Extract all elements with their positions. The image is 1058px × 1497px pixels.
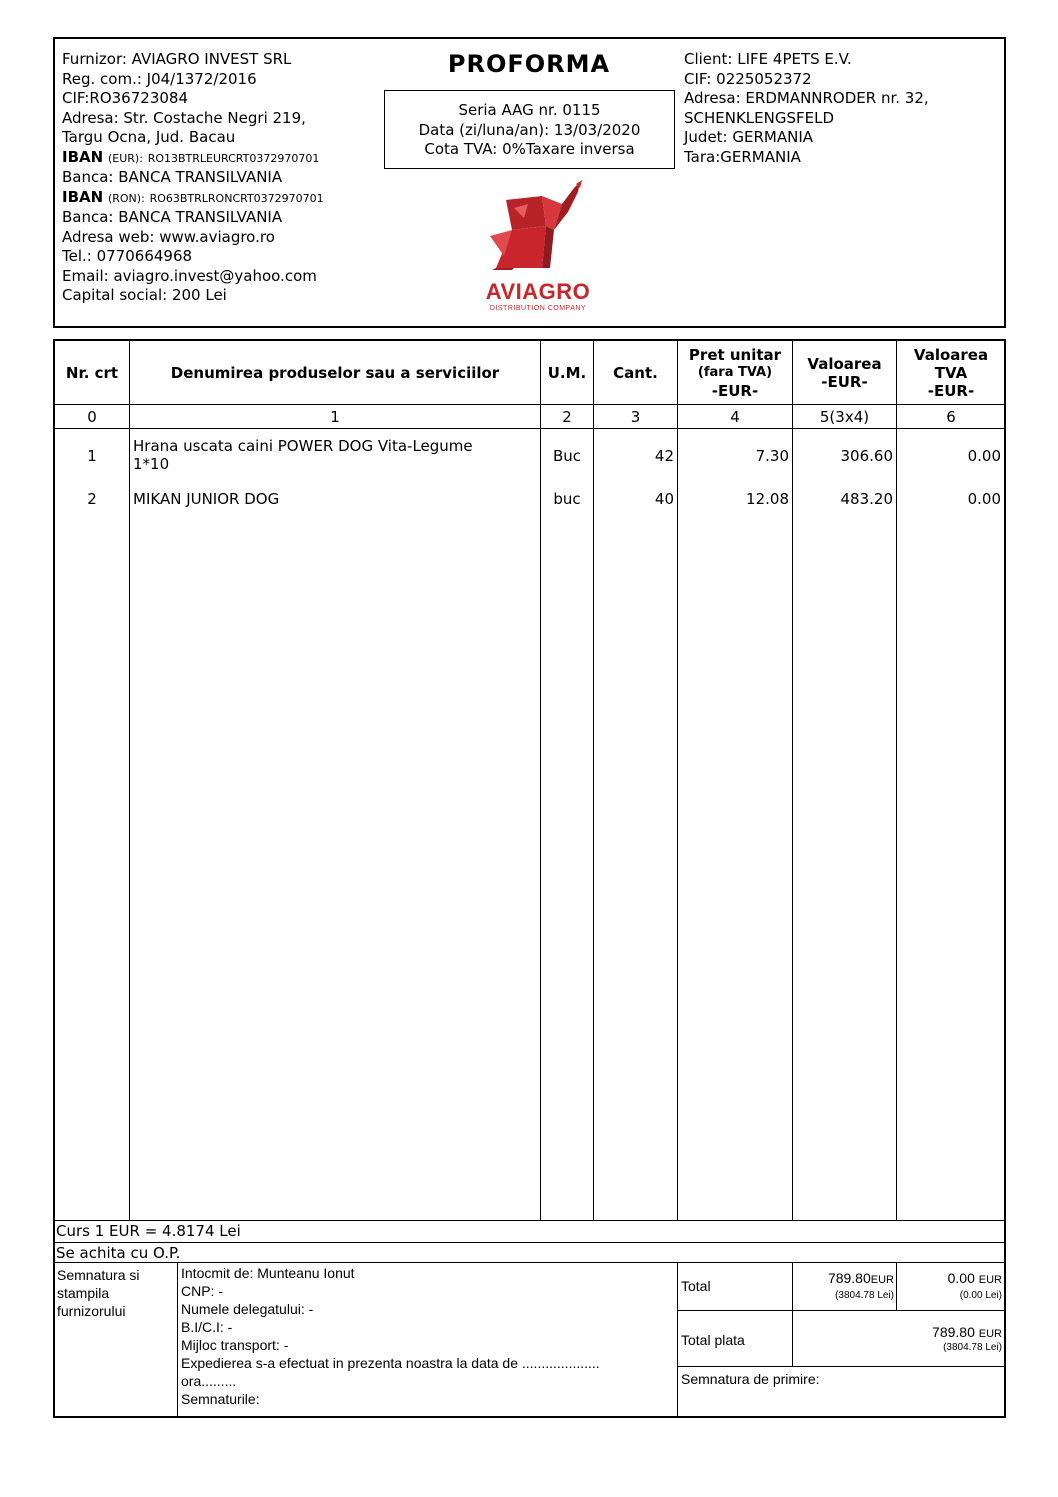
row-name: Hrana uscata caini POWER DOG Vita-Legume 1*10	[133, 437, 473, 473]
series-box	[384, 90, 675, 169]
total-vat-lei: (0.00 Lei)	[959, 1290, 1002, 1301]
row-nr: 1	[87, 447, 97, 465]
column-index: 4	[730, 408, 740, 426]
header-qty: Cant.	[613, 363, 658, 382]
client-line: SCHENKLENGSFELD	[684, 108, 835, 127]
client-line: Client: LIFE 4PETS E.V.	[684, 50, 852, 68]
supplier-iban-ron: IBAN (RON): RO63BTRLRONCRT0372970701	[62, 187, 324, 206]
column-index: 2	[562, 408, 572, 426]
column-divider	[593, 339, 594, 1220]
row-qty: 42	[654, 447, 674, 465]
column-divider	[177, 1262, 178, 1418]
supplier-bank: Banca: BANCA TRANSILVANIA	[62, 208, 283, 226]
client-line: Adresa: ERDMANNRODER nr. 32,	[684, 89, 929, 107]
column-divider	[792, 339, 793, 1220]
column-divider	[896, 339, 897, 1220]
row-name: MIKAN JUNIOR DOG	[133, 490, 280, 508]
column-index: 5(3x4)	[819, 408, 870, 426]
column-index: 3	[630, 408, 641, 426]
column-index: 1	[330, 408, 340, 426]
supplier-line: Reg. com.: J04/1372/2016	[62, 69, 257, 88]
row-divider	[53, 404, 1006, 405]
row-divider	[53, 1220, 1006, 1221]
row-price: 12.08	[746, 490, 789, 508]
column-index: 0	[87, 408, 97, 426]
supplier-line: Adresa: Str. Costache Negri 219,	[62, 108, 306, 127]
column-divider	[129, 339, 130, 1220]
column-divider	[677, 339, 678, 1220]
supplier-tel: Tel.: 0770664968	[62, 247, 193, 265]
row-um: Buc	[552, 447, 582, 465]
column-divider	[677, 1262, 678, 1418]
supplier-email: Email: aviagro.invest@yahoo.com	[62, 266, 317, 285]
supplier-line: Furnizor: AVIAGRO INVEST SRL	[62, 50, 292, 68]
header-um: U.M.	[547, 363, 587, 382]
document-title: PROFORMA	[447, 50, 611, 78]
payment-method: Se achita cu O.P.	[56, 1244, 181, 1262]
total-label: Total	[681, 1278, 711, 1294]
row-value: 483.20	[840, 490, 893, 508]
header-name: Denumirea produselor sau a serviciilor	[170, 363, 500, 382]
row-um: buc	[553, 490, 581, 508]
supplier-line: Targu Ocna, Jud. Bacau	[62, 128, 236, 146]
header-vat: Valoarea TVA -EUR-	[913, 345, 989, 400]
logo-name: AVIAGRO	[485, 279, 591, 304]
issued-info: Intocmit de: Munteanu Ionut CNP: - Numele delegatului: - B.I/C.I: - Mijloc transport: - Expedierea s-a efectuat in prezenta noastra la data de .................... ora......... Semnaturile:	[181, 1265, 600, 1407]
row-divider	[53, 1242, 1006, 1243]
total-vat: 0.00 EUR	[947, 1270, 1002, 1286]
receipt-signature-label: Semnatura de primire:	[681, 1371, 820, 1387]
document-date: Data (zi/luna/an): 13/03/2020	[418, 120, 641, 139]
supplier-capital: Capital social: 200 Lei	[62, 286, 227, 304]
row-divider	[677, 1366, 1006, 1367]
row-value: 306.60	[840, 447, 893, 465]
total-pay-lei: (3804.78 Lei)	[943, 1342, 1002, 1353]
supplier-web: Adresa web: www.aviagro.ro	[62, 227, 275, 246]
client-line: CIF: 0225052372	[684, 69, 812, 88]
row-vat: 0.00	[967, 490, 1001, 508]
client-info	[684, 50, 929, 167]
total-lei: (3804.78 Lei)	[835, 1290, 894, 1301]
supplier-bank: Banca: BANCA TRANSILVANIA	[62, 168, 283, 186]
client-line: Tara:GERMANIA	[684, 147, 801, 166]
total-pay-label: Total plata	[681, 1332, 745, 1348]
row-qty: 40	[654, 490, 674, 508]
header-price: Pret unitar (fara TVA) -EUR-	[688, 345, 782, 400]
header-nr: Nr. crt	[65, 363, 119, 382]
logo-tagline: DISTRIBUTION COMPANY	[489, 305, 587, 312]
total-pay-value: 789.80 EUR	[932, 1324, 1002, 1340]
vat-rate: Cota TVA: 0%Taxare inversa	[424, 140, 635, 158]
header-value: Valoarea -EUR-	[807, 354, 882, 391]
supplier-info	[62, 50, 324, 306]
supplier-iban-eur: IBAN (EUR): RO13BTRLEURCRT0372970701	[62, 147, 320, 166]
row-nr: 2	[87, 490, 97, 508]
row-divider	[53, 1262, 1006, 1263]
row-divider	[677, 1310, 1006, 1311]
supplier-line: CIF:RO36723084	[62, 89, 188, 107]
row-vat: 0.00	[967, 447, 1001, 465]
row-price: 7.30	[755, 447, 789, 465]
column-divider	[540, 339, 541, 1220]
column-index: 6	[946, 408, 956, 426]
series-number: Seria AAG nr. 0115	[458, 101, 601, 119]
row-divider	[53, 428, 1006, 429]
exchange-rate: Curs 1 EUR = 4.8174 Lei	[56, 1222, 241, 1240]
client-line: Judet: GERMANIA	[684, 128, 814, 146]
total-value: 789.80EUR	[827, 1270, 894, 1286]
supplier-signature-label: Semnatura si stampila furnizorului	[57, 1267, 140, 1319]
